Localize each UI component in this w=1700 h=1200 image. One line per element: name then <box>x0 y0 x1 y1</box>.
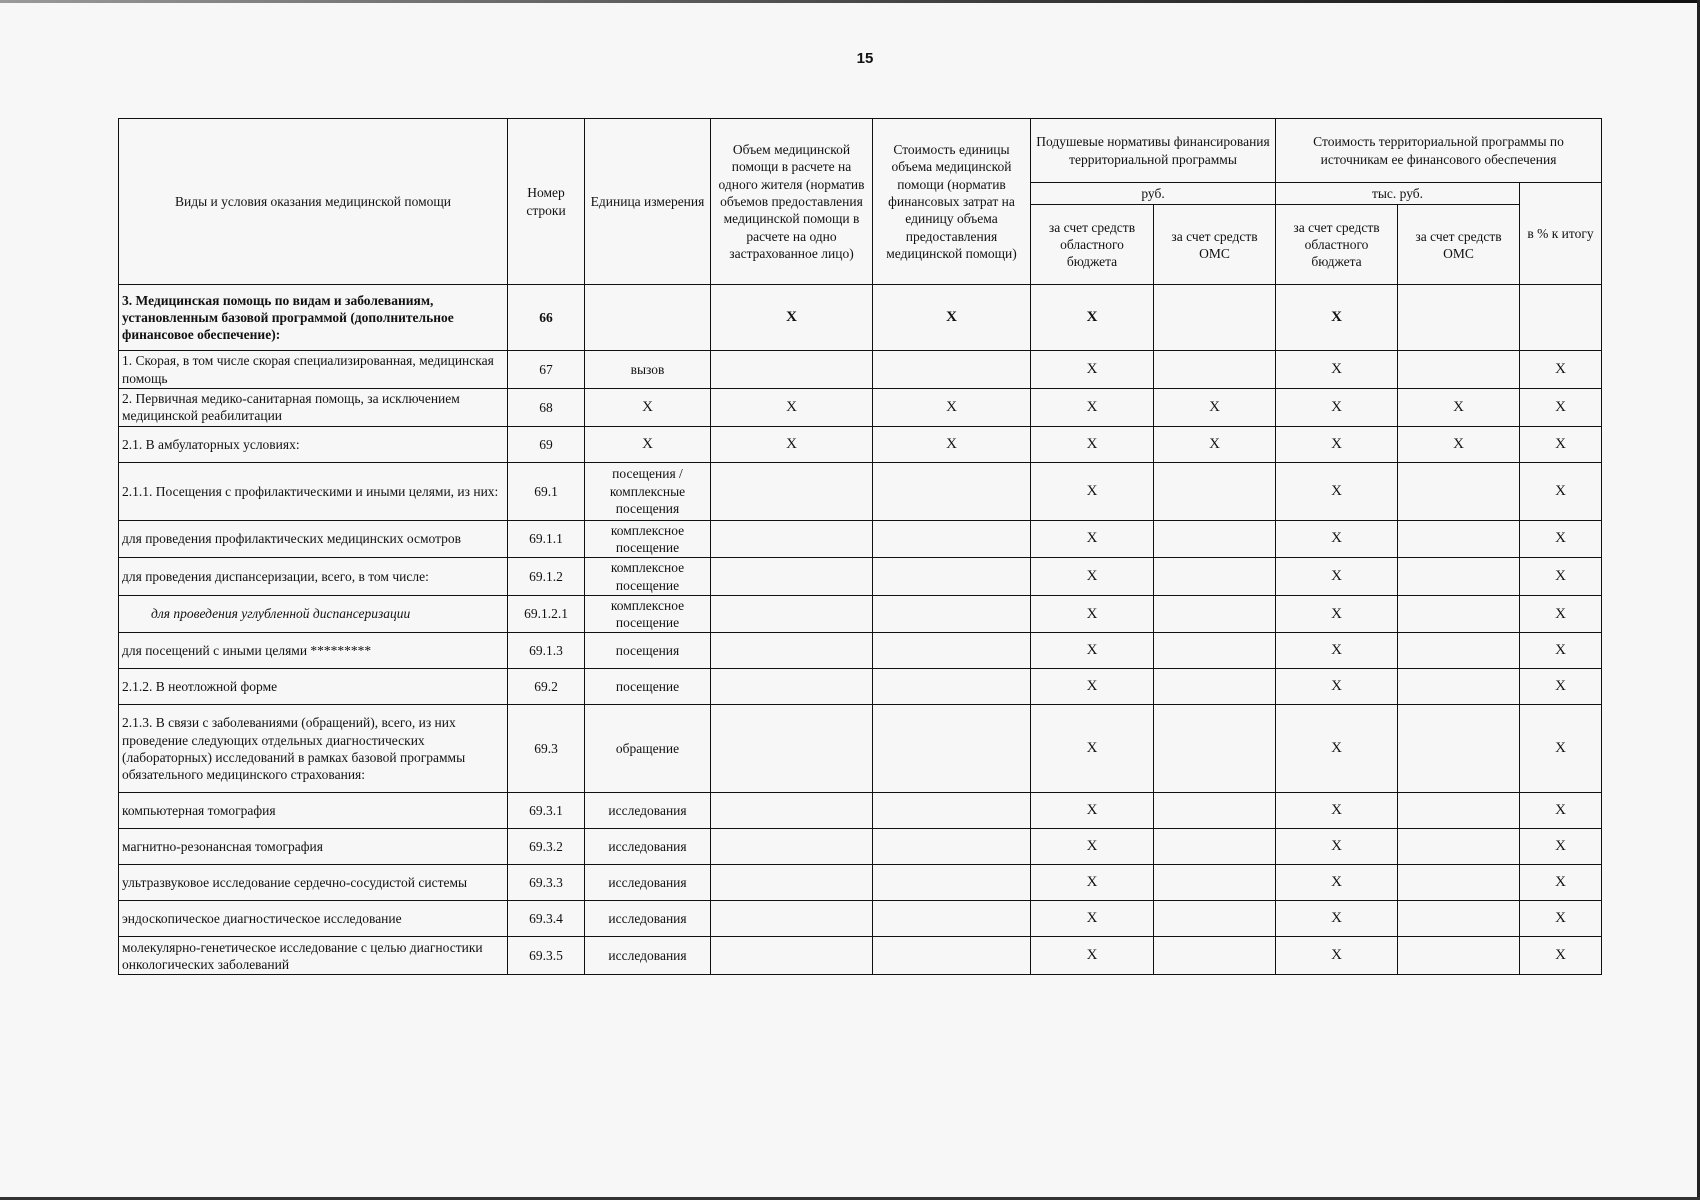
header-cost-oms: за счет средств ОМС <box>1398 205 1520 285</box>
cell-per-capita-regional-budget <box>1031 633 1154 669</box>
header-per-capita-group: Подушевые нормативы финансирования территориальной программы <box>1031 119 1276 183</box>
cell-unit: исследования <box>585 793 711 829</box>
cell-unit-cost <box>873 865 1031 901</box>
x-mark: X <box>1086 605 1098 622</box>
x-mark: X <box>1086 482 1098 499</box>
cell-per-capita-regional-budget <box>1031 285 1154 351</box>
header-program-cost-group: Стоимость территориальной программы по источникам ее финансового обеспечения <box>1276 119 1602 183</box>
cell-unit <box>585 285 711 351</box>
x-mark: X <box>1086 874 1098 891</box>
cell-cost-regional-budget <box>1276 793 1398 829</box>
cell-unit: исследования <box>585 829 711 865</box>
x-mark: X <box>1331 740 1342 757</box>
x-mark: X <box>1086 802 1098 819</box>
x-mark: X <box>1453 398 1464 415</box>
cell-unit-cost <box>873 669 1031 705</box>
x-mark: X <box>1555 605 1566 622</box>
table-row <box>119 351 1602 389</box>
cell-cost-regional-budget <box>1276 426 1398 462</box>
row-name: 2.1. В амбулаторных условиях: <box>119 426 508 462</box>
x-mark: X <box>1555 910 1566 927</box>
row-name: эндоскопическое диагностическое исследование <box>119 901 508 937</box>
cell-volume <box>711 669 873 705</box>
cell-cost-oms <box>1398 462 1520 520</box>
cell-row-number: 67 <box>508 351 585 389</box>
x-mark: X <box>1555 874 1566 891</box>
table-row <box>119 388 1602 426</box>
cell-cost-oms <box>1398 285 1520 351</box>
x-mark: X <box>1331 530 1342 547</box>
cell-row-number: 69.3 <box>508 705 585 793</box>
header-unit: Единица измерения <box>585 119 711 285</box>
cell-unit-cost <box>873 462 1031 520</box>
table-header <box>119 119 1602 285</box>
cell-unit: обращение <box>585 705 711 793</box>
cell-unit-cost <box>873 351 1031 389</box>
cell-cost-oms <box>1398 558 1520 596</box>
x-mark: X <box>1331 910 1342 927</box>
header-volume: Объем медицинской помощи в расчете на одного жителя (норматив объемов предоставления медицинской помощи в расчете на одно застрахованное лицо) <box>711 119 873 285</box>
cell-per-capita-regional-budget <box>1031 426 1154 462</box>
cell-cost-regional-budget <box>1276 705 1398 793</box>
cell-cost-oms <box>1398 388 1520 426</box>
x-mark: X <box>1086 740 1098 757</box>
cell-row-number: 69.3.3 <box>508 865 585 901</box>
row-name: 2.1.3. В связи с заболеваниями (обращений), всего, из них проведение следующих отдельных диагностических (лабораторных) исследований в рамках базовой программы обязательного медицинского страхования: <box>119 705 508 793</box>
cell-cost-oms <box>1398 520 1520 558</box>
cell-unit: вызов <box>585 351 711 389</box>
x-mark: X <box>946 309 957 326</box>
header-percent-of-total: в % к итогу <box>1520 183 1602 285</box>
x-mark: X <box>1086 530 1098 547</box>
cell-row-number: 69.3.1 <box>508 793 585 829</box>
cell-row-number: 69.1.2 <box>508 558 585 596</box>
x-mark: X <box>1555 530 1566 547</box>
x-mark: X <box>1555 802 1566 819</box>
header-per-capita-oms: за счет средств ОМС <box>1154 205 1276 285</box>
x-mark: X <box>1331 678 1342 695</box>
cell-volume <box>711 829 873 865</box>
table-row <box>119 285 1602 351</box>
cell-row-number: 69.3.2 <box>508 829 585 865</box>
cell-cost-oms <box>1398 595 1520 633</box>
x-mark: X <box>1331 874 1342 891</box>
cell-volume <box>711 558 873 596</box>
cell-unit-cost <box>873 426 1031 462</box>
x-mark: X <box>1453 435 1464 452</box>
cell-volume <box>711 285 873 351</box>
cell-per-capita-regional-budget <box>1031 351 1154 389</box>
x-mark: X <box>1555 947 1566 964</box>
cell-volume <box>711 520 873 558</box>
x-mark: X <box>642 435 653 452</box>
x-mark: X <box>1086 435 1098 452</box>
cell-per-capita-regional-budget <box>1031 865 1154 901</box>
cell-unit: исследования <box>585 901 711 937</box>
cell-unit: комплексное посещение <box>585 520 711 558</box>
cell-cost-regional-budget <box>1276 669 1398 705</box>
cell-unit-cost <box>873 793 1031 829</box>
table-row <box>119 705 1602 793</box>
cell-unit <box>585 426 711 462</box>
x-mark: X <box>1331 482 1342 499</box>
header-unit-cost: Стоимость единицы объема медицинской помощи (норматив финансовых затрат на единицу объема предоставления медицинской помощи) <box>873 119 1031 285</box>
cell-per-capita-oms <box>1154 426 1276 462</box>
cell-per-capita-regional-budget <box>1031 595 1154 633</box>
table-row <box>119 829 1602 865</box>
cell-per-capita-regional-budget <box>1031 558 1154 596</box>
header-name: Виды и условия оказания медицинской помощи <box>119 119 508 285</box>
cell-volume <box>711 901 873 937</box>
cell-cost-oms <box>1398 793 1520 829</box>
x-mark: X <box>1331 605 1342 622</box>
table-row <box>119 558 1602 596</box>
cell-unit: посещения <box>585 633 711 669</box>
row-name: 2.1.2. В неотложной форме <box>119 669 508 705</box>
row-name: ультразвуковое исследование сердечно-сосудистой системы <box>119 865 508 901</box>
cell-percent-of-total <box>1520 595 1602 633</box>
cell-unit: исследования <box>585 865 711 901</box>
x-mark: X <box>1331 360 1342 377</box>
x-mark: X <box>946 435 957 452</box>
cell-per-capita-oms <box>1154 285 1276 351</box>
row-name: 2.1.1. Посещения с профилактическими и иными целями, из них: <box>119 462 508 520</box>
cell-percent-of-total <box>1520 388 1602 426</box>
cell-percent-of-total <box>1520 937 1602 975</box>
cell-per-capita-regional-budget <box>1031 829 1154 865</box>
cell-unit: комплексное посещение <box>585 558 711 596</box>
table-row <box>119 793 1602 829</box>
cell-cost-oms <box>1398 669 1520 705</box>
x-mark: X <box>786 309 797 326</box>
cell-unit-cost <box>873 558 1031 596</box>
cell-per-capita-oms <box>1154 388 1276 426</box>
cell-cost-oms <box>1398 901 1520 937</box>
x-mark: X <box>1086 568 1098 584</box>
cell-cost-regional-budget <box>1276 937 1398 975</box>
cell-cost-regional-budget <box>1276 901 1398 937</box>
cell-percent-of-total <box>1520 901 1602 937</box>
row-name: для проведения профилактических медицинских осмотров <box>119 520 508 558</box>
cell-per-capita-oms <box>1154 793 1276 829</box>
x-mark: X <box>1086 947 1098 964</box>
x-mark: X <box>1086 838 1098 855</box>
cell-per-capita-regional-budget <box>1031 793 1154 829</box>
x-mark: X <box>1331 802 1342 819</box>
cell-cost-regional-budget <box>1276 285 1398 351</box>
cell-volume <box>711 633 873 669</box>
cell-cost-regional-budget <box>1276 520 1398 558</box>
table-row <box>119 426 1602 462</box>
table-row <box>119 669 1602 705</box>
cell-row-number: 69.1.3 <box>508 633 585 669</box>
cell-row-number: 69.1.1 <box>508 520 585 558</box>
cell-volume <box>711 595 873 633</box>
x-mark: X <box>1086 642 1098 659</box>
cell-row-number: 69.2 <box>508 669 585 705</box>
cell-row-number: 69.1 <box>508 462 585 520</box>
cell-cost-regional-budget <box>1276 558 1398 596</box>
cell-unit: комплексное посещение <box>585 595 711 633</box>
cell-per-capita-regional-budget <box>1031 520 1154 558</box>
row-name: 1. Скорая, в том числе скорая специализированная, медицинская помощь <box>119 351 508 389</box>
cell-percent-of-total <box>1520 865 1602 901</box>
cell-per-capita-oms <box>1154 633 1276 669</box>
x-mark: X <box>1331 398 1342 415</box>
x-mark: X <box>1555 838 1566 855</box>
x-mark: X <box>786 435 797 452</box>
table-row <box>119 462 1602 520</box>
x-mark: X <box>1331 435 1342 452</box>
x-mark: X <box>1555 398 1566 415</box>
x-mark: X <box>1331 568 1342 584</box>
program-cost-table <box>118 118 1602 975</box>
x-mark: X <box>946 398 957 415</box>
cell-unit-cost <box>873 520 1031 558</box>
x-mark: X <box>1555 740 1566 757</box>
header-per-capita-regional-budget: за счет средств областного бюджета <box>1031 205 1154 285</box>
row-name: магнитно-резонансная томография <box>119 829 508 865</box>
cell-row-number: 68 <box>508 388 585 426</box>
x-mark: X <box>1086 910 1098 927</box>
table-row <box>119 520 1602 558</box>
cell-unit-cost <box>873 633 1031 669</box>
x-mark: X <box>1555 360 1566 377</box>
row-name: для посещений с иными целями ********* <box>119 633 508 669</box>
cell-per-capita-regional-budget <box>1031 901 1154 937</box>
x-mark: X <box>786 398 797 415</box>
cell-percent-of-total <box>1520 520 1602 558</box>
table-row <box>119 633 1602 669</box>
x-mark: X <box>1555 482 1566 499</box>
cell-percent-of-total <box>1520 285 1602 351</box>
x-mark: X <box>1555 642 1566 659</box>
cell-unit-cost <box>873 705 1031 793</box>
cell-percent-of-total <box>1520 669 1602 705</box>
cell-volume <box>711 426 873 462</box>
cell-cost-regional-budget <box>1276 829 1398 865</box>
cell-percent-of-total <box>1520 705 1602 793</box>
table-row <box>119 901 1602 937</box>
cell-per-capita-regional-budget <box>1031 705 1154 793</box>
cell-volume <box>711 865 873 901</box>
cell-unit-cost <box>873 388 1031 426</box>
cell-per-capita-oms <box>1154 351 1276 389</box>
row-name: 2. Первичная медико-санитарная помощь, за исключением медицинской реабилитации <box>119 388 508 426</box>
cell-per-capita-oms <box>1154 669 1276 705</box>
cell-percent-of-total <box>1520 633 1602 669</box>
cell-row-number: 69.1.2.1 <box>508 595 585 633</box>
cell-volume <box>711 388 873 426</box>
cell-row-number: 66 <box>508 285 585 351</box>
table-row <box>119 937 1602 975</box>
row-name: для проведения углубленной диспансеризации <box>119 595 508 633</box>
row-name: компьютерная томография <box>119 793 508 829</box>
cell-cost-oms <box>1398 633 1520 669</box>
header-unit-rub: руб. <box>1031 183 1276 205</box>
cell-per-capita-regional-budget <box>1031 669 1154 705</box>
x-mark: X <box>1209 435 1220 452</box>
cell-cost-oms <box>1398 865 1520 901</box>
cell-percent-of-total <box>1520 426 1602 462</box>
cell-per-capita-oms <box>1154 865 1276 901</box>
x-mark: X <box>1331 947 1342 964</box>
x-mark: X <box>1555 678 1566 695</box>
cell-cost-regional-budget <box>1276 865 1398 901</box>
cell-per-capita-oms <box>1154 705 1276 793</box>
row-name: молекулярно-генетическое исследование с целью диагностики онкологических заболеваний <box>119 937 508 975</box>
x-mark: X <box>1555 568 1566 584</box>
x-mark: X <box>1086 678 1098 695</box>
cell-row-number: 69.3.4 <box>508 901 585 937</box>
cell-row-number: 69 <box>508 426 585 462</box>
cell-unit-cost <box>873 937 1031 975</box>
row-name: 3. Медицинская помощь по видам и заболеваниям, установленным базовой программой (дополнительное финансовое обеспечение): <box>119 285 508 351</box>
cell-cost-regional-budget <box>1276 462 1398 520</box>
cell-unit: посещения / комплексные посещения <box>585 462 711 520</box>
header-unit-thousand-rub: тыс. руб. <box>1276 183 1520 205</box>
cell-per-capita-oms <box>1154 829 1276 865</box>
header-row-number: Номер строки <box>508 119 585 285</box>
x-mark: X <box>1209 398 1220 415</box>
cell-cost-oms <box>1398 705 1520 793</box>
x-mark: X <box>1331 309 1342 326</box>
cell-volume <box>711 705 873 793</box>
cell-per-capita-oms <box>1154 595 1276 633</box>
cell-cost-oms <box>1398 426 1520 462</box>
cell-per-capita-oms <box>1154 520 1276 558</box>
cell-unit-cost <box>873 829 1031 865</box>
cell-unit: исследования <box>585 937 711 975</box>
x-mark: X <box>642 398 653 415</box>
scan-edge-top <box>0 0 1700 3</box>
cell-percent-of-total <box>1520 351 1602 389</box>
cell-per-capita-oms <box>1154 558 1276 596</box>
cell-row-number: 69.3.5 <box>508 937 585 975</box>
cell-cost-regional-budget <box>1276 351 1398 389</box>
table-row <box>119 595 1602 633</box>
cell-per-capita-regional-budget <box>1031 937 1154 975</box>
table-body <box>119 285 1602 975</box>
cell-percent-of-total <box>1520 558 1602 596</box>
cell-per-capita-oms <box>1154 462 1276 520</box>
x-mark: X <box>1086 309 1098 326</box>
cell-per-capita-oms <box>1154 901 1276 937</box>
cell-unit <box>585 388 711 426</box>
x-mark: X <box>1555 435 1566 452</box>
x-mark: X <box>1086 398 1098 415</box>
cell-percent-of-total <box>1520 829 1602 865</box>
cell-per-capita-regional-budget <box>1031 388 1154 426</box>
table-row <box>119 865 1602 901</box>
cell-cost-regional-budget <box>1276 633 1398 669</box>
cell-per-capita-regional-budget <box>1031 462 1154 520</box>
cell-percent-of-total <box>1520 793 1602 829</box>
x-mark: X <box>1086 360 1098 377</box>
cell-volume <box>711 351 873 389</box>
cell-cost-oms <box>1398 351 1520 389</box>
cell-volume <box>711 937 873 975</box>
header-cost-regional-budget: за счет средств областного бюджета <box>1276 205 1398 285</box>
page-number: 15 <box>856 50 874 67</box>
cell-volume <box>711 793 873 829</box>
cell-unit-cost <box>873 901 1031 937</box>
cell-cost-regional-budget <box>1276 595 1398 633</box>
cell-volume <box>711 462 873 520</box>
cell-cost-oms <box>1398 829 1520 865</box>
cell-cost-regional-budget <box>1276 388 1398 426</box>
x-mark: X <box>1331 838 1342 855</box>
x-mark: X <box>1331 642 1342 659</box>
row-name: для проведения диспансеризации, всего, в том числе: <box>119 558 508 596</box>
cell-unit-cost <box>873 285 1031 351</box>
cell-cost-oms <box>1398 937 1520 975</box>
cell-unit: посещение <box>585 669 711 705</box>
cell-unit-cost <box>873 595 1031 633</box>
cell-percent-of-total <box>1520 462 1602 520</box>
cell-per-capita-oms <box>1154 937 1276 975</box>
